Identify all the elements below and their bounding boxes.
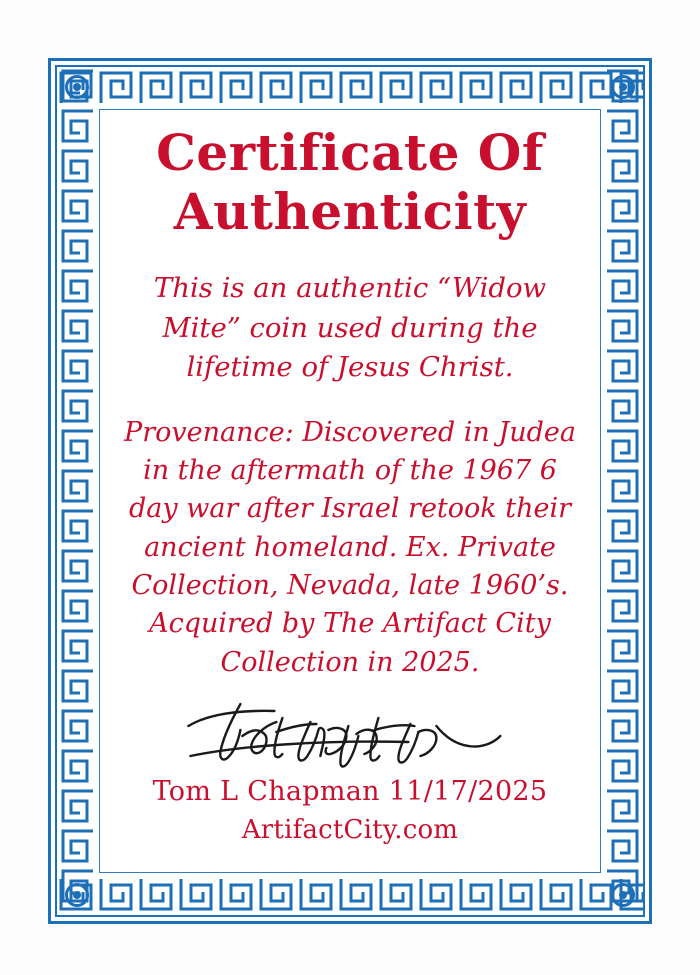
page-title	[113, 123, 587, 241]
corner-medallion-top-left	[57, 67, 97, 107]
corner-medallion-bottom-left	[57, 875, 97, 915]
certificate-border-inner	[55, 65, 645, 917]
greek-key-border-top	[57, 67, 643, 107]
greek-key-border-left	[57, 67, 97, 915]
authenticity-statement: This is an authentic “Widow Mite” coin used during the lifetime of Jesus Christ.	[153, 272, 547, 384]
title-line-1: Certificate Of	[156, 123, 544, 182]
corner-medallion-top-right	[603, 67, 643, 107]
certificate-content	[113, 115, 587, 867]
signer-name-and-date: Tom L Chapman 11/17/2025	[152, 776, 548, 808]
certificate-border-frame	[48, 58, 652, 924]
title-line-2: Authenticity	[173, 182, 527, 241]
signature-area	[113, 696, 587, 774]
corner-medallion-bottom-right	[603, 875, 643, 915]
greek-key-border-right	[603, 67, 643, 915]
website-line: ArtifactCity.com	[241, 815, 459, 846]
provenance-statement: Provenance: Discovered in Judea in the aftermath of the 1967 6 day war after Israel retook their ancient homeland. Ex. Private Collection, Nevada, late 1960’s. Acquired by The Artifact City Collection in 2025.	[124, 416, 576, 678]
greek-key-border-bottom	[57, 875, 643, 915]
handwritten-signature-icon	[178, 696, 508, 779]
